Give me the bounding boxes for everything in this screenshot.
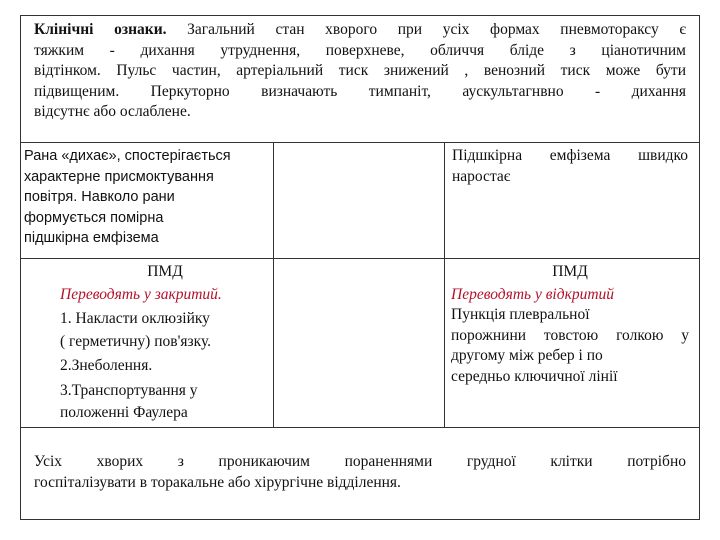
right-pmd-action: Переводять у відкритий: [451, 285, 615, 303]
clinical-signs-paragraph: [34, 20, 686, 123]
header-line-1: [34, 20, 686, 41]
left-pmd-step: положенні Фаулера: [60, 404, 188, 421]
header-line-2: тяжким - дихання утруднення, поверхневе, обличчя бліде з ціанотичним: [34, 41, 686, 59]
right-column-divider: [444, 142, 445, 427]
header-line-3: відтінком. Пульс частин, артеріальний тиск знижений , венозний тиск може бути: [34, 62, 686, 79]
left-pmd-step: 2.Знеболення.: [60, 357, 153, 374]
header-divider: [20, 142, 700, 143]
left-column-divider: [273, 142, 274, 427]
header-line-1-text: Загальний стан хворого при усіх формах пневмотораксу є: [187, 21, 686, 38]
right-first-aid: [451, 262, 689, 387]
left-pmd-step: 3.Транспортування у: [60, 381, 198, 399]
left-pmd-step: ( герметичну) пов'язку.: [60, 332, 212, 350]
right-cell-line: Підшкірна емфізема швидко: [452, 147, 688, 164]
left-pmd-action: Переводять у закритий.: [60, 285, 222, 303]
left-first-aid: [60, 262, 270, 424]
header-line-5: відсутнє або ослаблене.: [34, 103, 191, 120]
left-cell-line: формується помірна: [24, 209, 164, 226]
footer-divider: [20, 427, 700, 428]
valve-signs: [452, 146, 688, 187]
open-wound-signs: [24, 146, 269, 249]
left-cell-line: характерне присмоктування: [24, 168, 214, 185]
left-cell-line: Рана «дихає», спостерігається: [24, 148, 231, 164]
left-pmd-heading: ПМД: [147, 263, 183, 280]
right-pmd-step: другому між ребер і по: [451, 347, 603, 364]
middle-divider: [20, 258, 700, 259]
left-cell-line: повітря. Навколо рани: [24, 189, 175, 205]
left-cell-line: підшкірна емфізема: [24, 230, 159, 246]
left-pmd-step: 1. Накласти оклюзійку: [60, 310, 210, 327]
right-pmd-step: порожнини товстою голкою у: [451, 326, 689, 344]
footer-line-1: Усіх хворих з проникаючим пораненнями грудної клітки потрібно: [34, 453, 686, 470]
right-pmd-step: середньо ключичної лінії: [451, 367, 618, 385]
right-pmd-step: Пункція плевральної: [451, 306, 590, 323]
footer-line-2: госпіталізувати в торакальне або хірургічне відділення.: [34, 473, 401, 491]
hospitalization-note: [34, 452, 686, 493]
clinical-signs-title: Клінічні ознаки.: [34, 21, 167, 38]
right-pmd-heading: ПМД: [552, 263, 588, 280]
right-cell-line: наростає: [452, 167, 511, 185]
header-line-4: підвищеним. Перкуторно визначають тимпаніт, аускультагнвно - дихання: [34, 82, 686, 100]
